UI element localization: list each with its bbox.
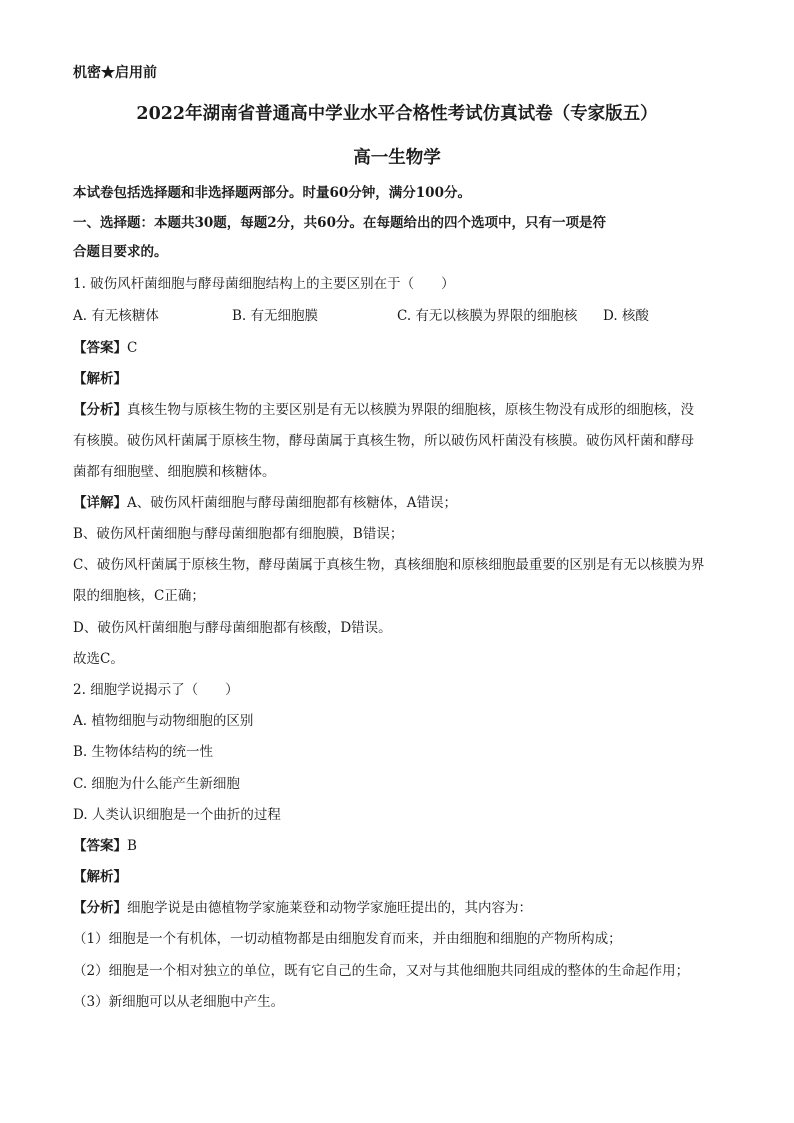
- q1-analysis-label: 【解析】: [73, 371, 127, 387]
- answer-value: C: [127, 340, 138, 356]
- q1-fenxi-line1: [73, 400, 723, 420]
- q1-option-b: B. 有无细胞膜: [232, 308, 319, 324]
- subject-title: 高一生物学: [353, 148, 441, 168]
- q1-detail-a: [73, 493, 723, 513]
- confidential-label: 机密★启用前: [73, 65, 157, 81]
- q2-stem: 2. 细胞学说揭示了（ ）: [73, 682, 239, 698]
- q2-option-d: D. 人类认识细胞是一个曲折的过程: [73, 807, 281, 823]
- q2-option-b: B. 生物体结构的统一性: [73, 744, 214, 760]
- q1-detail-c2: 限的细胞核，C正确；: [73, 588, 205, 604]
- fenxi-text: 真核生物与原核生物的主要区别是有无以核膜为界限的细胞核，原核生物没有成形的细胞核，没: [127, 402, 694, 418]
- answer-value: B: [127, 838, 137, 854]
- q2-option-a: A. 植物细胞与动物细胞的区别: [73, 713, 254, 729]
- q1-option-d: D. 核酸: [603, 308, 649, 324]
- q1-detail-b: B、破伤风杆菌细胞与酵母菌细胞都有细胞膜，B错误；: [73, 526, 404, 542]
- q1-conclusion: 故选C。: [73, 651, 124, 667]
- detail-text: A、破伤风杆菌细胞与酵母菌细胞都有核糖体，A错误；: [127, 495, 457, 511]
- q2-analysis-label: 【解析】: [73, 869, 127, 885]
- q2-option-c: C. 细胞为什么能产生新细胞: [73, 776, 240, 792]
- detail-tag: 【详解】: [73, 495, 127, 511]
- fenxi-tag: 【分析】: [73, 402, 127, 418]
- q2-point-1: （1）细胞是一个有机体，一切动植物都是由细胞发育而来，并由细胞和细胞的产物所构成；: [73, 931, 622, 947]
- q1-stem: 1. 破伤风杆菌细胞与酵母菌细胞结构上的主要区别在于（ ）: [73, 276, 455, 292]
- q1-option-c: C. 有无以核膜为界限的细胞核: [397, 308, 578, 324]
- q2-point-2: （2）细胞是一个相对独立的单位，既有它自己的生命，又对与其他细胞共同组成的整体的生命起作用；: [73, 963, 690, 979]
- section-heading-line1: 一、选择题：本题共30题，每题2分，共60分。在每题给出的四个选项中，只有一项是符: [73, 215, 606, 231]
- section-heading-line2: 合题目要求的。: [73, 244, 168, 260]
- q2-point-3: （3）新细胞可以从老细胞中产生。: [73, 994, 285, 1010]
- q2-fenxi: [73, 898, 723, 918]
- q1-option-a: A. 有无核糖体: [73, 308, 159, 324]
- exam-intro: 本试卷包括选择题和非选择题两部分。时量60分钟，满分100分。: [73, 185, 471, 201]
- q1-fenxi-line2: 有核膜。破伤风杆菌属于原核生物，酵母菌属于真核生物，所以破伤风杆菌没有核膜。破伤风杆菌和酵母: [73, 433, 694, 449]
- q1-fenxi-line3: 菌都有细胞壁、细胞膜和核糖体。: [73, 464, 276, 480]
- q2-answer: [73, 836, 723, 856]
- q1-detail-d: D、破伤风杆菌细胞与酵母菌细胞都有核酸，D错误。: [73, 620, 392, 636]
- q1-detail-c1: C、破伤风杆菌属于原核生物，酵母菌属于真核生物，真核细胞和原核细胞最重要的区别是有无以核膜为界: [73, 557, 705, 573]
- exam-title: 2022年湖南省普通高中学业水平合格性考试仿真试卷（专家版五）: [136, 104, 658, 124]
- answer-tag: 【答案】: [73, 838, 127, 854]
- fenxi-text: 细胞学说是由德植物学家施莱登和动物学家施旺提出的，其内容为：: [127, 900, 532, 916]
- answer-tag: 【答案】: [73, 340, 127, 356]
- q1-answer: [73, 338, 723, 358]
- fenxi-tag: 【分析】: [73, 900, 127, 916]
